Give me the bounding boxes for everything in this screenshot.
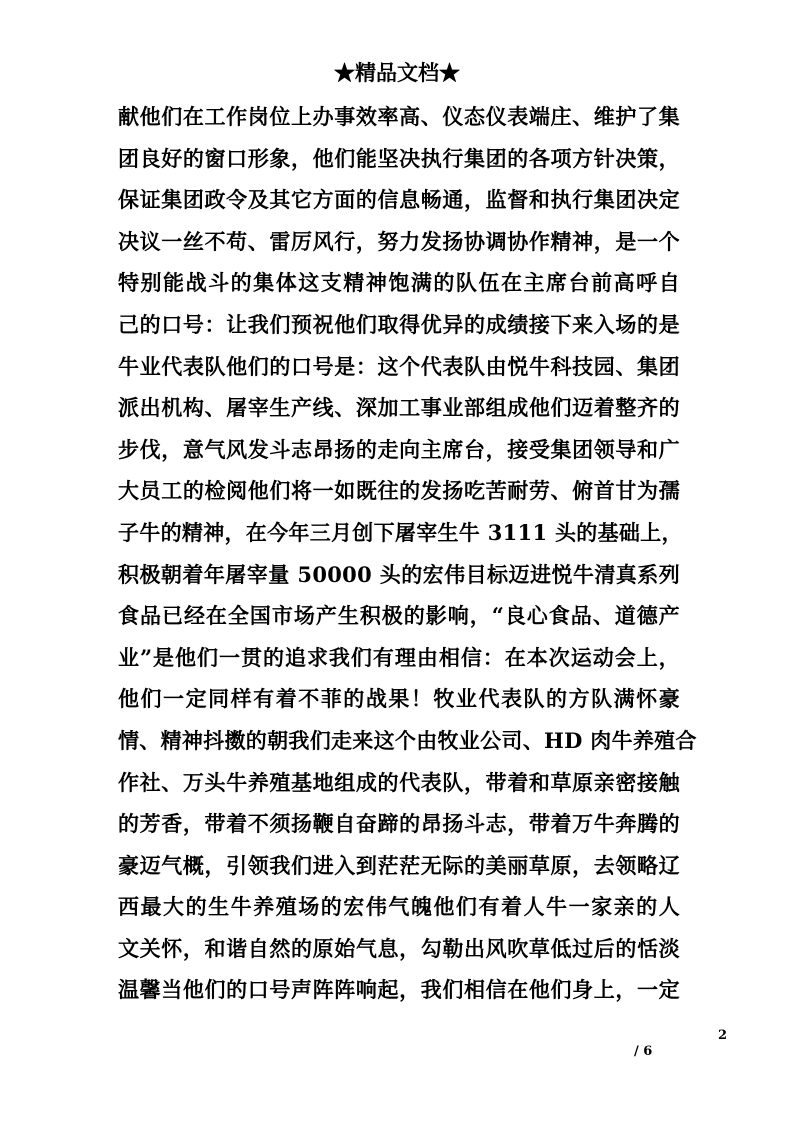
body-line: 温馨当他们的口号声阵阵响起，我们相信在他们身上，一定 <box>118 977 680 1003</box>
body-line: 派出机构、屠宰生产线、深加工事业部组成他们迈着整齐的 <box>118 395 680 421</box>
body-line: 作社、万头牛养殖基地组成的代表队，带着和草原亲密接触 <box>118 769 680 795</box>
body-line: 子牛的精神，在今年三月创下屠宰生牛 3111 头的基础上， <box>118 519 683 545</box>
body-line: 的芳香，带着不须扬鞭自奋蹄的昂扬斗志，带着万牛奔腾的 <box>118 811 680 837</box>
body-line: 食品已经在全国市场产生积极的影响，“良心食品、道德产 <box>118 603 680 629</box>
body-line: 己的口号：让我们预祝他们取得优异的成绩接下来入场的是 <box>118 311 680 337</box>
document-header-title: ★精品文档★ <box>334 60 460 85</box>
body-line: 保证集团政令及其它方面的信息畅通，监督和执行集团决定 <box>118 187 680 213</box>
document-body <box>118 96 697 1011</box>
page-total: / 6 <box>634 1044 653 1059</box>
body-line: 牛业代表队他们的口号是：这个代表队由悦牛科技园、集团 <box>118 353 680 379</box>
body-line: 文关怀，和谐自然的原始气息，勾勒出风吹草低过后的恬淡 <box>118 935 680 961</box>
body-line: 情、精神抖擞的朝我们走来这个由牧业公司、HD 肉牛养殖合 <box>118 727 697 753</box>
page-number: 2 <box>718 1028 728 1043</box>
body-line: 他们一定同样有着不菲的战果！牧业代表队的方队满怀豪 <box>118 686 680 712</box>
body-line: 西最大的生牛养殖场的宏伟气魄他们有着人牛一家亲的人 <box>118 894 680 920</box>
body-line: 团良好的窗口形象，他们能坚决执行集团的各项方针决策， <box>118 145 680 171</box>
body-line: 决议一丝不苟、雷厉风行，努力发扬协调协作精神，是一个 <box>118 228 680 254</box>
body-line: 步伐，意气风发斗志昂扬的走向主席台，接受集团领导和广 <box>118 436 680 462</box>
body-line: 积极朝着年屠宰量 50000 头的宏伟目标迈进悦牛清真系列 <box>118 561 680 587</box>
body-line: 大员工的检阅他们将一如既往的发扬吃苦耐劳、俯首甘为孺 <box>118 478 680 504</box>
body-line: 业”是他们一贯的追求我们有理由相信：在本次运动会上， <box>118 644 680 670</box>
body-line: 豪迈气概，引领我们进入到茫茫无际的美丽草原，去领略辽 <box>118 852 680 878</box>
body-line: 特别能战斗的集体这支精神饱满的队伍在主席台前高呼自 <box>118 270 680 296</box>
body-line: 献他们在工作岗位上办事效率高、仪态仪表端庄、维护了集 <box>118 104 680 129</box>
